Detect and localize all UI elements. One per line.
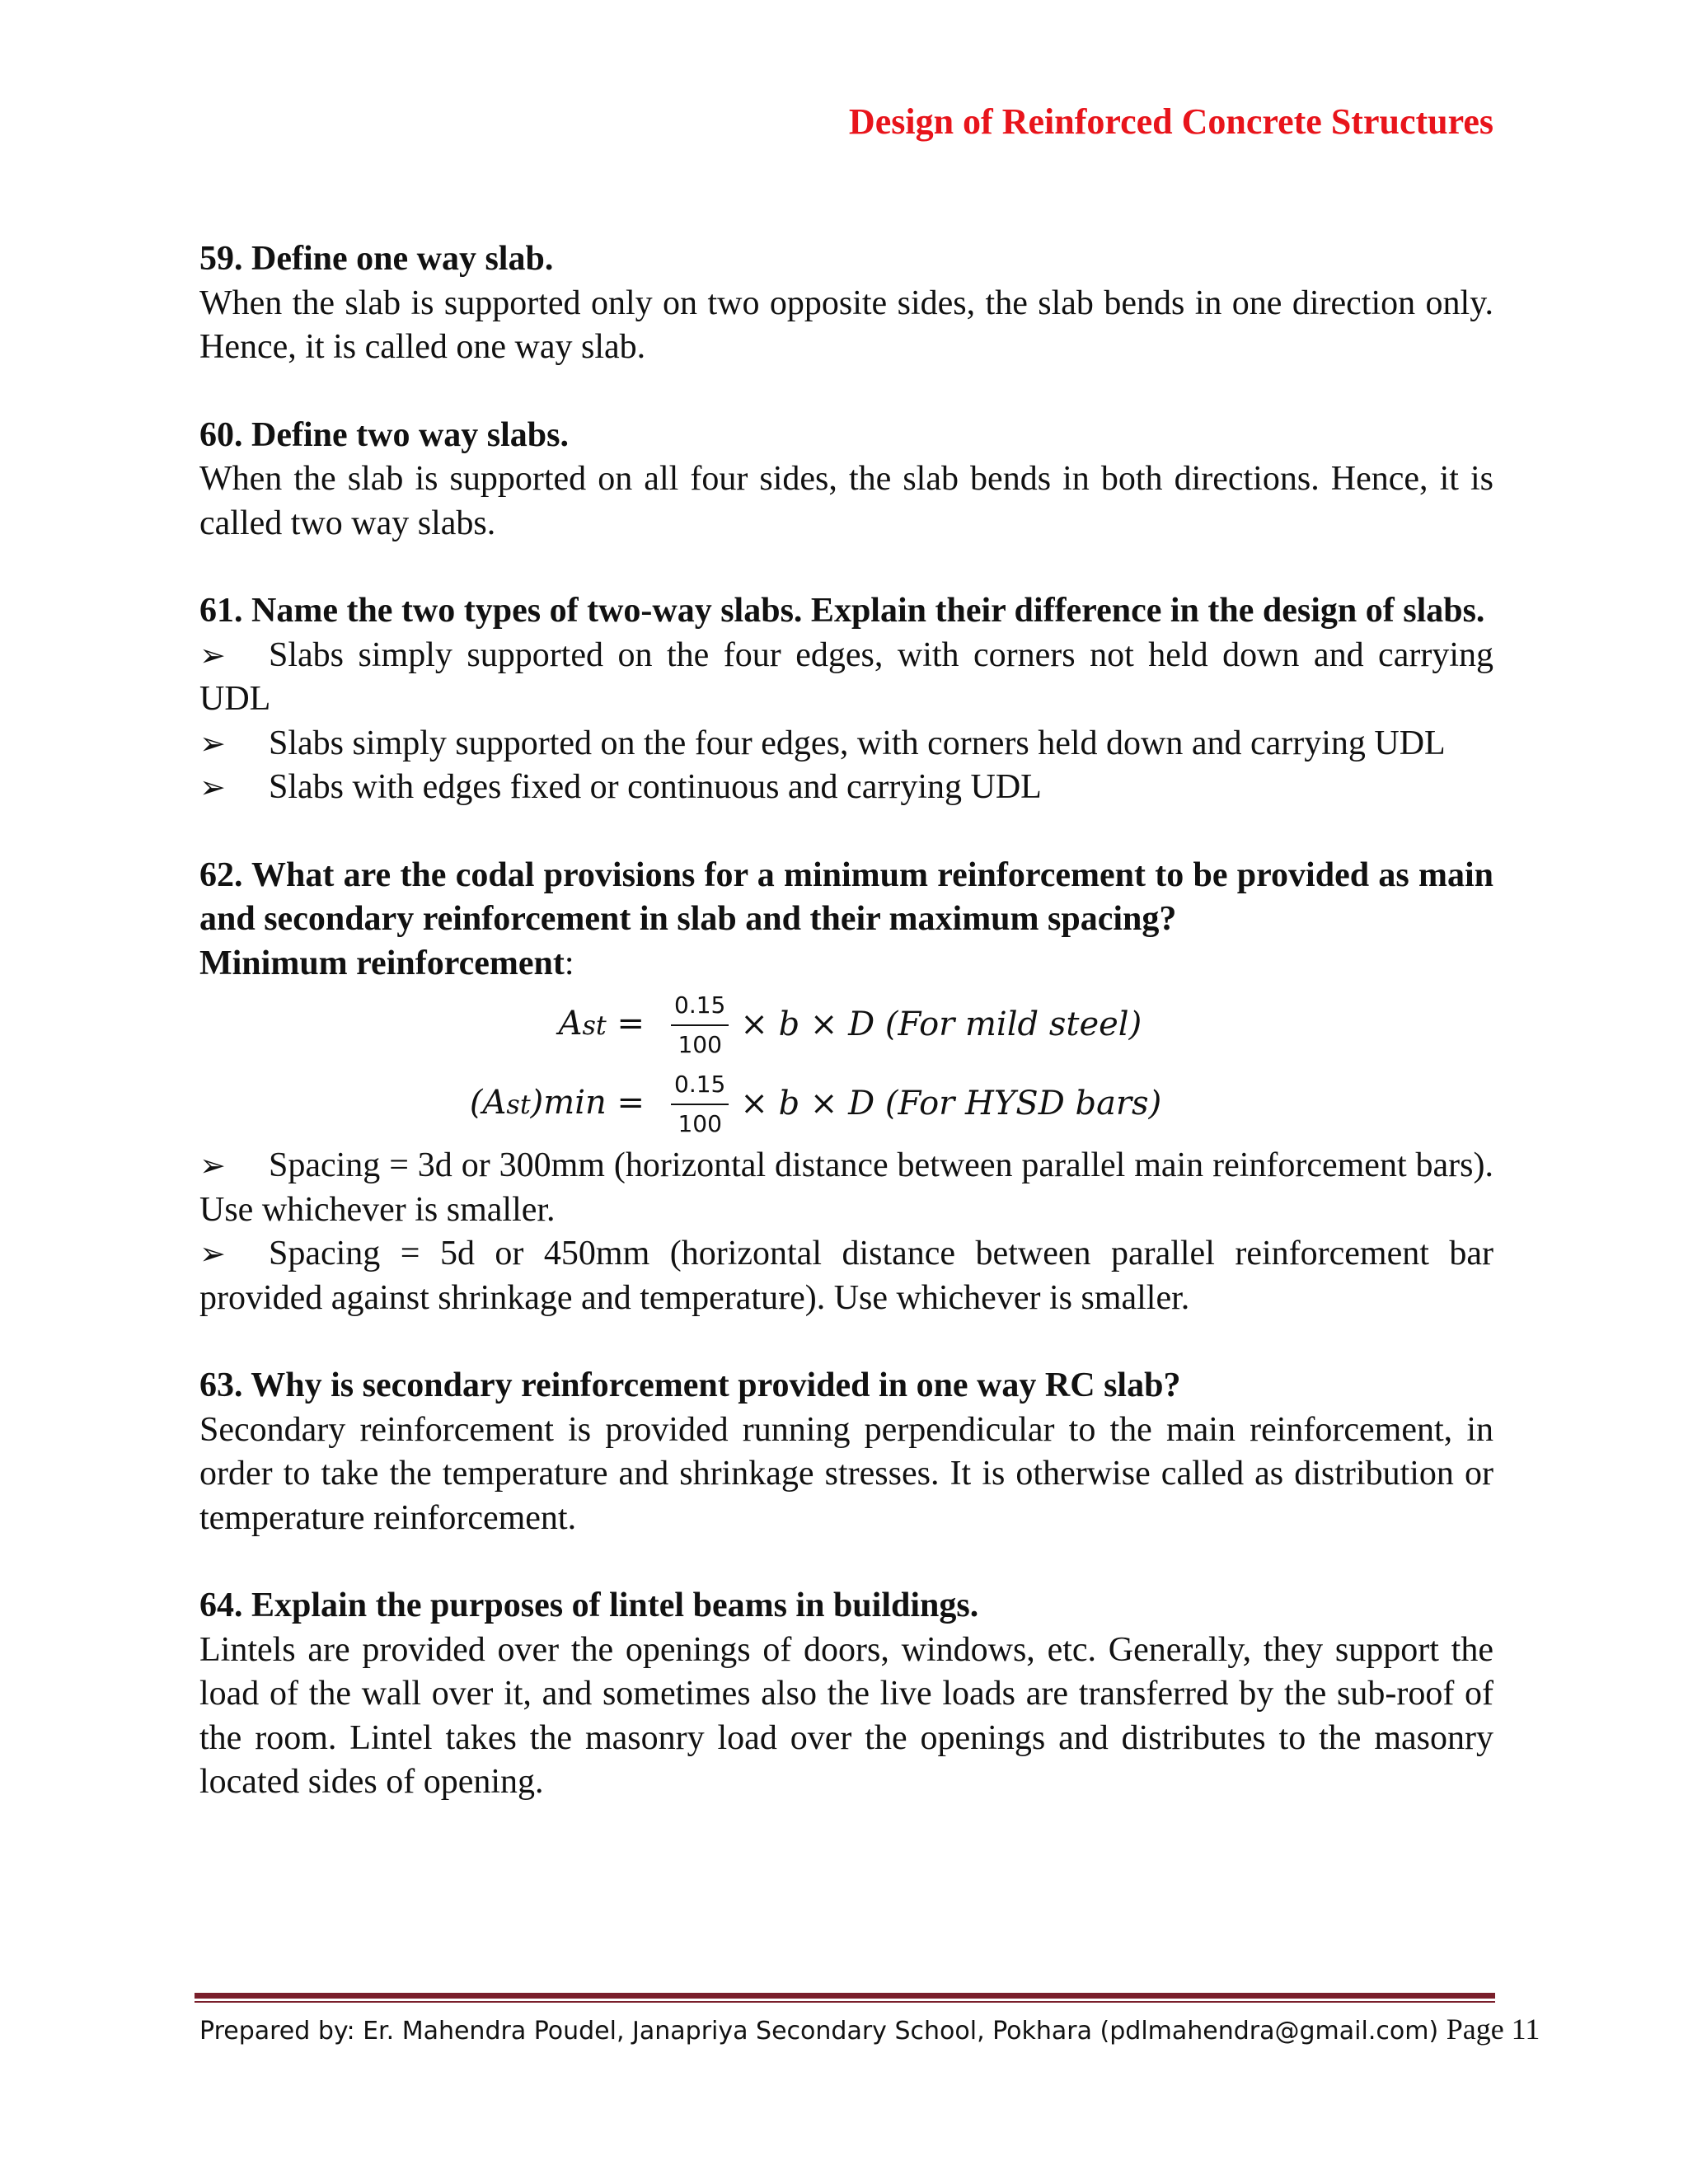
arrow-bullet-icon: ➢ bbox=[199, 769, 226, 805]
question-heading: 64. Explain the purposes of lintel beams in buildings. bbox=[199, 1586, 979, 1624]
list-item-text: Spacing = 5d or 450mm (horizontal distance between parallel reinforcement bar provided against shrinkage and temperature). Use whichever is smaller. bbox=[199, 1235, 1493, 1317]
formula-subscript: st bbox=[582, 1010, 607, 1042]
fraction-numerator: 0.15 bbox=[671, 1071, 729, 1105]
list-item bbox=[199, 766, 1493, 810]
formula-symbol: (A bbox=[469, 1084, 507, 1122]
list-item bbox=[199, 1144, 1493, 1232]
page-content bbox=[199, 237, 1493, 1849]
formula-equals: = bbox=[606, 1005, 645, 1043]
question-61 bbox=[199, 589, 1493, 810]
formula-lhs bbox=[199, 1002, 659, 1048]
document-header-title: Design of Reinforced Concrete Structures bbox=[848, 101, 1493, 142]
answer-paragraph: Lintels are provided over the openings of doors, windows, etc. Generally, they support the load of the wall over it, and sometimes also the live loads are transferred by the sub-roof of the room. Lintel takes the masonry load over the openings and distributes to the masonry located sides of opening. bbox=[199, 1630, 1493, 1801]
formula-symbol: A bbox=[558, 1005, 583, 1043]
formula-fraction bbox=[671, 991, 729, 1059]
subheading-colon: : bbox=[564, 944, 574, 982]
subheading-text: Minimum reinforcement bbox=[199, 944, 565, 982]
formula-hysd-bars bbox=[199, 1065, 1493, 1144]
page-number: Page 11 bbox=[1446, 2013, 1540, 2046]
list-item-text: Slabs with edges fixed or continuous and carrying UDL bbox=[269, 768, 1042, 806]
question-heading: 59. Define one way slab. bbox=[199, 240, 554, 278]
footer-divider-thin bbox=[195, 2001, 1495, 2003]
formula-rhs: × b × D (For HYSD bars) bbox=[740, 1085, 1162, 1123]
question-60 bbox=[199, 414, 1493, 546]
formula-subscript: st bbox=[506, 1089, 531, 1121]
footer-divider bbox=[195, 1993, 1495, 1999]
arrow-bullet-icon: ➢ bbox=[199, 1235, 226, 1272]
minimum-reinforcement-label bbox=[199, 942, 1493, 987]
list-item-text: Spacing = 3d or 300mm (horizontal distance between parallel main reinforcement bars). Use whichever is smaller. bbox=[199, 1146, 1493, 1229]
formula-rhs: × b × D (For mild steel) bbox=[740, 1005, 1142, 1044]
question-64 bbox=[199, 1584, 1493, 1805]
list-item bbox=[199, 722, 1493, 766]
list-item bbox=[199, 634, 1493, 722]
formula-lhs bbox=[199, 1081, 659, 1127]
question-heading: 63. Why is secondary reinforcement provided in one way RC slab? bbox=[199, 1366, 1181, 1404]
question-heading: 60. Define two way slabs. bbox=[199, 415, 569, 454]
arrow-bullet-icon: ➢ bbox=[199, 724, 226, 762]
list-item bbox=[199, 1232, 1493, 1320]
arrow-bullet-icon: ➢ bbox=[199, 636, 226, 673]
question-heading: 62. What are the codal provisions for a minimum reinforcement to be provided as main and secondary reinforcement in slab and their maximum spacing? bbox=[199, 855, 1493, 938]
footer-credit: Prepared by: Er. Mahendra Poudel, Janapriya Secondary School, Pokhara (pdlmahendra@gmail.com) bbox=[199, 2017, 1439, 2046]
question-59 bbox=[199, 237, 1493, 370]
answer-paragraph: Secondary reinforcement is provided running perpendicular to the main reinforcement, in order to take the temperature and shrinkage stresses. It is otherwise called as distribution or temperature reinforcement. bbox=[199, 1410, 1493, 1537]
fraction-numerator: 0.15 bbox=[671, 991, 729, 1026]
question-63 bbox=[199, 1364, 1493, 1540]
page-footer bbox=[199, 2011, 1540, 2050]
formula-mild-steel bbox=[199, 986, 1493, 1065]
formula-equals: )min = bbox=[530, 1084, 645, 1122]
list-item-text: Slabs simply supported on the four edges, with corners not held down and carrying UDL bbox=[199, 635, 1493, 718]
arrow-bullet-icon: ➢ bbox=[199, 1147, 226, 1183]
question-62 bbox=[199, 854, 1493, 1321]
fraction-denominator: 100 bbox=[678, 1031, 722, 1058]
question-heading: 61. Name the two types of two-way slabs. Explain their difference in the design of slabs. bbox=[199, 592, 1485, 630]
fraction-denominator: 100 bbox=[678, 1110, 722, 1137]
list-item-text: Slabs simply supported on the four edges, with corners held down and carrying UDL bbox=[269, 724, 1446, 762]
formula-fraction bbox=[671, 1071, 729, 1138]
answer-paragraph: When the slab is supported on all four sides, the slab bends in both directions. Hence, it is called two way slabs. bbox=[199, 460, 1493, 542]
answer-paragraph: When the slab is supported only on two opposite sides, the slab bends in one direction only. Hence, it is called one way slab. bbox=[199, 284, 1493, 366]
